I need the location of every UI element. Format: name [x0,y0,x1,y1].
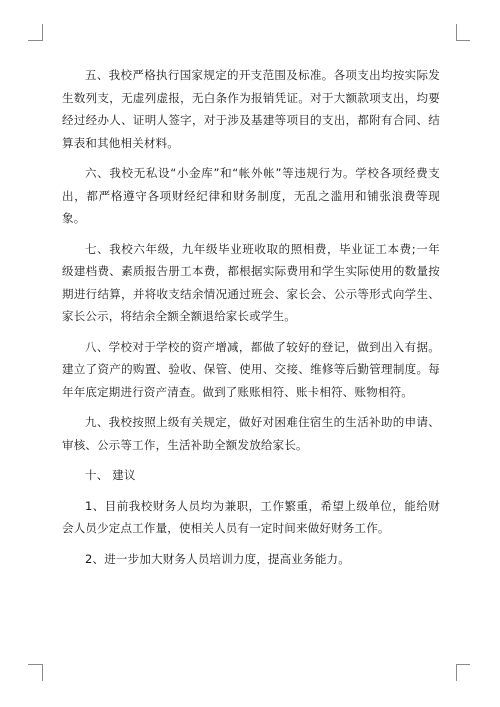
paragraph-item-6: 六、我校无私设“小金库”和“帐外帐”等违规行为。学校各项经费支出，都严格遵守各项财经纪律和财务制度，无乱之滥用和铺张浪费等现象。 [62,166,440,225]
paragraph-item-5: 五、我校严格执行国家规定的开支范围及标准。各项支出均按实际发生数列支，无虚列虚报，无白条作为报销凭证。对于大额款项支出，均要经过经办人、证明人签字，对于涉及基建等项目的支出，都附有合同、结算表和其他相关材料。 [62,68,440,150]
paragraph-item-7: 七、我校六年级，九年级毕业班收取的照相费，毕业证工本费;一年级建档费、素质报告册工本费，都根据实际费用和学生实际使用的数量按期进行结算，并将收支结余情况通过班会、家长会、公示等形式向学生、家长公示，将结余全额全额退给家长或学生。 [62,241,440,323]
paragraph-item-9: 九、我校按照上级有关规定，做好对困难住宿生的生活补助的申请、审核、公示等工作，生活补助全额发放给家长。 [62,415,440,452]
document-body [62,64,440,578]
paragraph-item-8: 八、学校对于学校的资产增减，都做了较好的登记，做到出入有据。建立了资产的购置、验收、保管、使用、交接、维修等后勤管理制度。每年年底定期进行资产清查。做到了账账相符、账卡相符、账物相符。 [62,339,440,399]
suggestion-item-2: 2、进一步加大财务人员培训力度，提高业务能力。 [85,551,350,566]
section-heading-suggestions: 十、 建议 [85,468,136,482]
suggestion-item-1: 1、目前我校财务人员均为兼职，工作繁重，希望上级单位，能给财会人员少定点工作量，使相关人员有一定时间来做好财务工作。 [62,498,440,535]
